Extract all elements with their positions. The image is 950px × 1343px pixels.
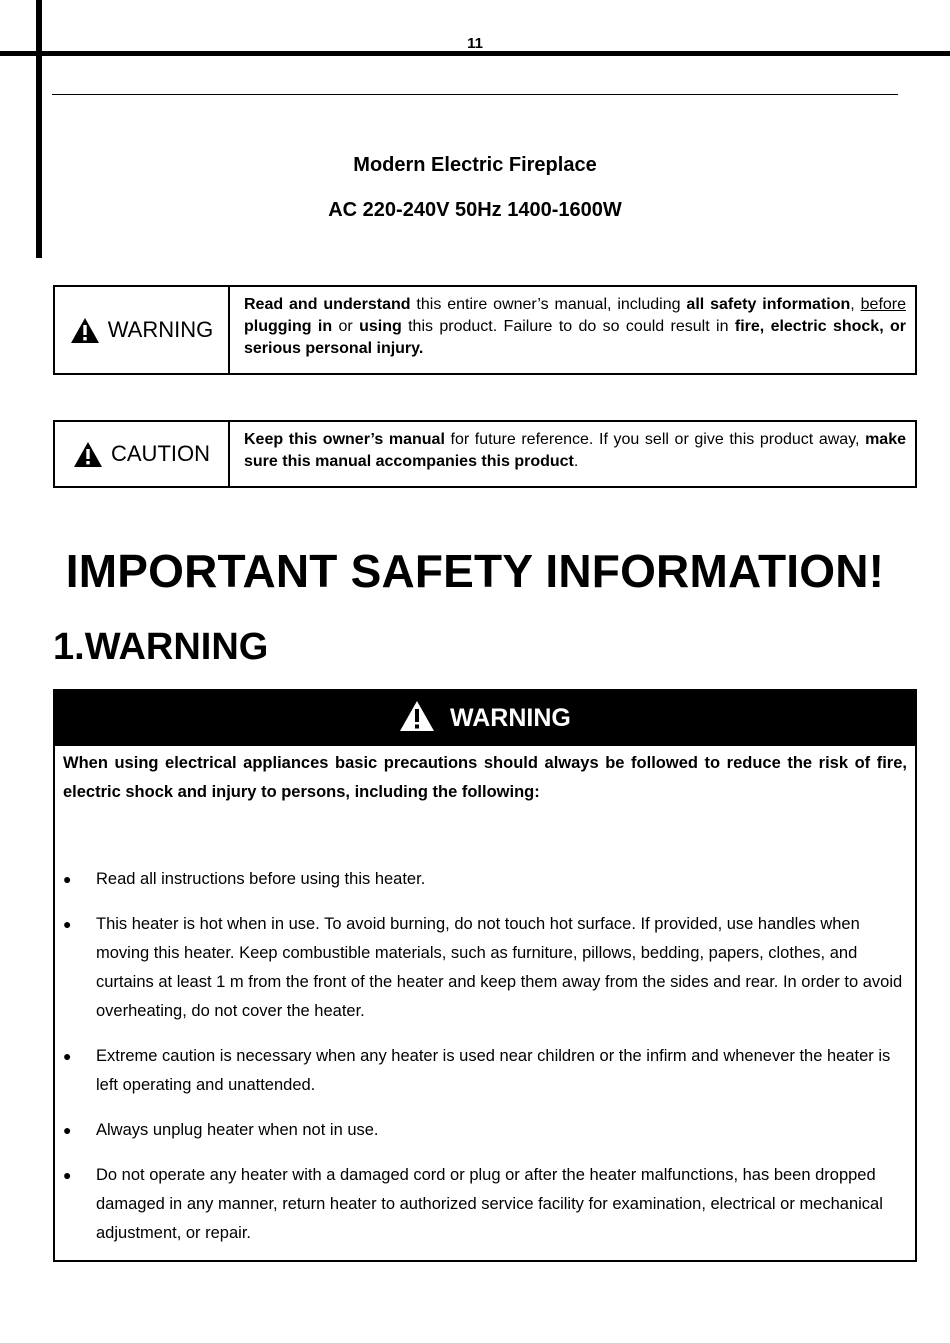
caution-text-bold-3: make sure this manual accompanies this product	[244, 431, 906, 470]
warning-notice-label-cell	[55, 287, 230, 373]
warning-notice-label: WARNING	[107, 317, 214, 342]
bullet: ●	[63, 871, 72, 887]
warning-box	[53, 689, 917, 1262]
warning-text-8: or	[332, 318, 360, 335]
warning-text-2: this entire owner’s manual, including	[410, 296, 687, 313]
list-item	[55, 910, 915, 1026]
caution-text-2: for future reference. If you sell or give this product away,	[444, 431, 866, 448]
list-item-text: This heater is hot when in use. To avoid burning, do not touch hot surface. If provided, use handles when moving this heater. Keep combustible materials, such as furniture, pillows, bedding, papers, clothes, and curtains at least 1 m from the front of the heater and keep them away from the sides and rear. In order to avoid overheating, do not cover the heater.	[96, 915, 903, 1020]
caution-notice-label-cell	[55, 422, 230, 486]
caution-text-bold-1: Keep this owner’s manual	[244, 431, 445, 448]
caution-notice	[53, 420, 917, 488]
bullet: ●	[63, 1167, 72, 1183]
warning-text-4: ,	[850, 296, 861, 313]
product-name: Modern Electric Fireplace	[353, 154, 597, 176]
page-number: 11	[467, 35, 483, 52]
warning-text-bold-11: fire, electric shock, or serious personal injury.	[244, 318, 907, 357]
list-item-text: Do not operate any heater with a damaged cord or plug or after the heater malfunctions, has been dropped damaged in any manner, return heater to authorized service facility for examination, electrical or mechanical adjustment, or repair.	[96, 1166, 883, 1242]
warning-text-bold-9: using	[359, 318, 402, 335]
list-item-text: Always unplug heater when not in use.	[96, 1121, 379, 1139]
warning-text-bold-7: plugging in	[244, 318, 333, 335]
header-rule	[52, 94, 898, 95]
bullet: ●	[63, 1122, 72, 1138]
warning-notice	[53, 285, 917, 375]
warning-text-underline-5: before	[860, 296, 907, 313]
list-item-text: Extreme caution is necessary when any heater is used near children or the infirm and whenever the heater is left operating and unattended.	[96, 1047, 891, 1094]
warning-text-10: this product. Failure to do so could result in	[401, 318, 735, 335]
warning-box-header	[55, 691, 915, 746]
warning-triangle-icon	[73, 441, 103, 468]
list-item	[55, 1042, 915, 1100]
warning-notice-text	[230, 287, 915, 373]
warning-triangle-icon	[70, 317, 100, 344]
warning-text-bold-3: all safety information	[686, 296, 851, 313]
warning-intro: When using electrical appliances basic precautions should always be followed to reduce the risk of fire, electric shock and injury to persons, including the following:	[63, 754, 907, 801]
list-item	[55, 1161, 915, 1248]
list-item-text: Read all instructions before using this heater.	[96, 870, 426, 888]
warning-text-bold-1: Read and understand	[244, 296, 411, 313]
warning-triangle-icon	[398, 699, 436, 733]
bullet: ●	[63, 916, 72, 932]
section-heading: 1.WARNING	[53, 626, 269, 668]
list-item	[55, 865, 915, 894]
caution-text-4: .	[573, 453, 579, 470]
product-specs: AC 220-240V 50Hz 1400-1600W	[328, 199, 622, 221]
bullet: ●	[63, 1048, 72, 1064]
caution-notice-text	[230, 422, 915, 486]
safety-heading: IMPORTANT SAFETY INFORMATION!	[65, 545, 885, 597]
warning-list	[55, 865, 915, 1264]
caution-notice-label: CAUTION	[111, 441, 210, 466]
list-item	[55, 1116, 915, 1145]
warning-box-title: WARNING	[450, 704, 571, 732]
